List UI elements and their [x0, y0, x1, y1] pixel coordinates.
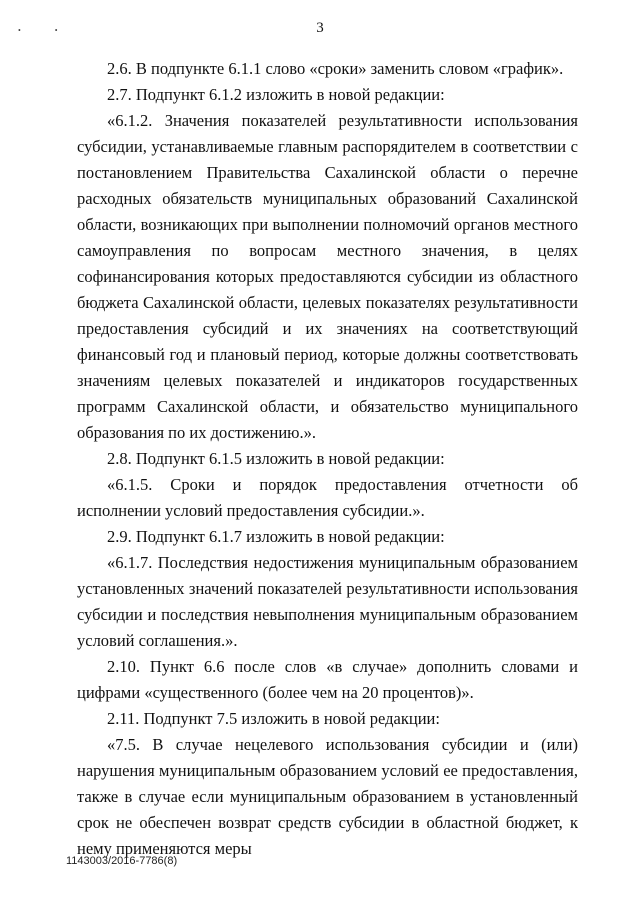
paragraph-2-8: 2.8. Подпункт 6.1.5 изложить в новой редакции: [107, 449, 445, 468]
paragraph-6-1-5: «6.1.5. Сроки и порядок предоставления отчетности об исполнении условий предоставления субсидии.». [77, 475, 578, 520]
paragraph-7-5: «7.5. В случае нецелевого использования субсидии и (или) нарушения муниципальным образованием условий ее предоставления, также в случае если муниципальным образованием в установленный срок не обеспечен возврат средств субсидии в областной бюджет, к нему применяются меры [77, 735, 578, 858]
paragraph-2-7: 2.7. Подпункт 6.1.2 изложить в новой редакции: [107, 85, 445, 104]
paragraph-6-1-7: «6.1.7. Последствия недостижения муниципальным образованием установленных значений показателей результативности использования субсидии и последствия невыполнения муниципальным образованием условий соглашения.». [77, 553, 578, 650]
paragraph-6-1-2: «6.1.2. Значения показателей результативности использования субсидии, устанавливаемые главным распорядителем в соответствии с постановлением Правительства Сахалинской области о перечне расходных обязательств муниципальных образований Сахалинской области, возникающих при выполнении полномочий органов местного самоуправления по вопросам местного значения, в целях софинансирования которых предоставляются субсидии из областного бюджета Сахалинской области, целевых показателях результативности предоставления субсидий и их значениях на соответствующий финансовый год и плановый период, которые должны соответствовать значениям целевых показателей и индикаторов государственных программ Сахалинской области, и обязательство муниципального образования по их достижению.». [77, 111, 578, 442]
paragraph-2-11: 2.11. Подпункт 7.5 изложить в новой редакции: [107, 709, 440, 728]
paragraph-2-10: 2.10. Пункт 6.6 после слов «в случае» дополнить словами и цифрами «существенного (более чем на 20 процентов)». [77, 657, 578, 702]
document-body [77, 56, 578, 862]
scan-marks: • • [18, 26, 74, 35]
document-code: 1143003/2016-7786(8) [66, 855, 178, 867]
paragraph-2-6: 2.6. В подпункте 6.1.1 слово «сроки» заменить словом «график». [107, 59, 564, 78]
paragraph-2-9: 2.9. Подпункт 6.1.7 изложить в новой редакции: [107, 527, 445, 546]
page-number: 3 [316, 20, 324, 36]
